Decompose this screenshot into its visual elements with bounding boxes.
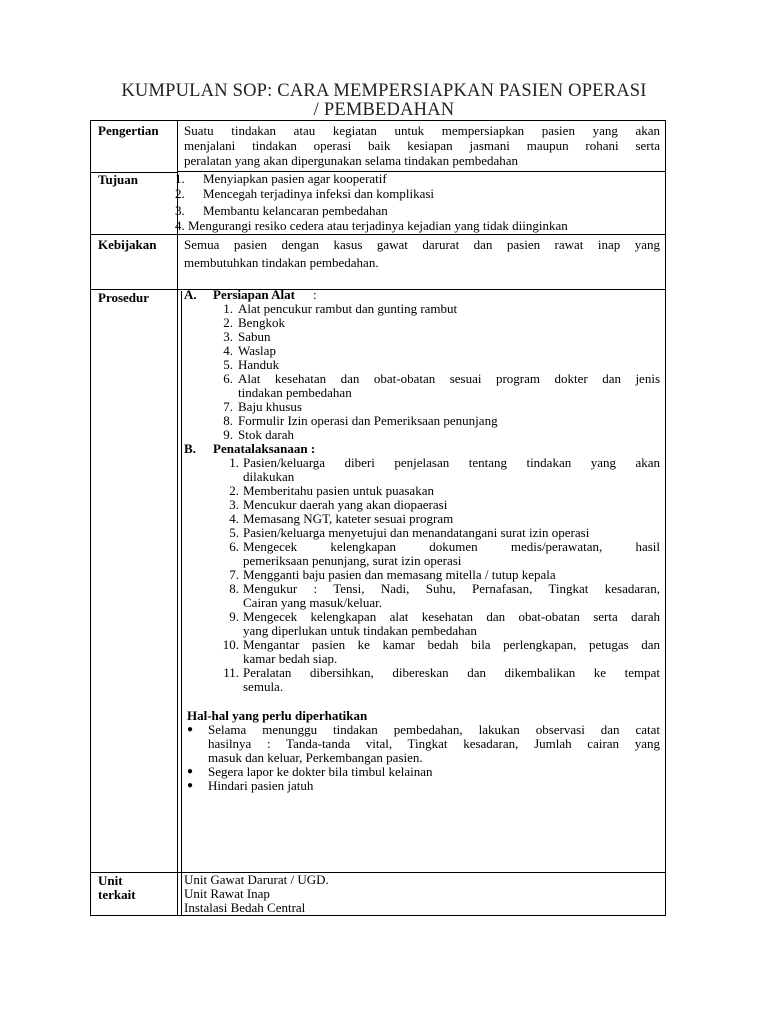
tujuan-num: 3.	[175, 203, 185, 218]
tujuan-text-2: Mencegah terjadinya infeksi dan komplikasi	[203, 186, 435, 201]
row-divider-kebijakan	[91, 289, 665, 290]
list-text: Mengecek kelengkapan alat kesehatan dan obat-obatan serta darah	[243, 609, 660, 624]
list-number: 4.	[229, 511, 239, 526]
notes-title: Hal-hal yang perlu diperhatikan	[187, 708, 368, 723]
pengertian-line-1: Suatu tindakan atau kegiatan untuk mempersiapkan pasien yang akan	[184, 123, 660, 138]
list-text: Memberitahu pasien untuk puasakan	[243, 483, 434, 498]
list-text: Alat pencukur rambut dan gunting rambut	[238, 301, 458, 316]
note-text: masuk dan keluar, Perkembangan pasien.	[208, 750, 423, 765]
pengertian-line-2: menjalani tindakan operasi baik kesiapan jasmani maupun rohani serta	[184, 138, 660, 153]
list-text: Mengantar pasien ke kamar bedah bila perlengkapan, petugas dan	[243, 637, 660, 652]
tujuan-item-3	[175, 204, 185, 218]
note-text: Segera lapor ke dokter bila timbul kelainan	[208, 764, 433, 779]
list-number: 6.	[223, 371, 233, 386]
list-text: Formulir Izin operasi dan Pemeriksaan penunjang	[238, 413, 498, 428]
list-text: Peralatan dibersihkan, dibereskan dan dikembalikan ke tempat	[243, 665, 660, 680]
tujuan-text-4: Mengurangi resiko cedera atau terjadinya kejadian yang tidak diinginkan	[188, 218, 568, 233]
list-number: 1.	[223, 301, 233, 316]
section-title: Persiapan Alat	[213, 287, 295, 302]
list-number: 2.	[229, 483, 239, 498]
list-text: Sabun	[238, 329, 271, 344]
title-line-1: KUMPULAN SOP: CARA MEMPERSIAPKAN PASIEN OPERASI	[121, 81, 647, 101]
list-number: 2.	[223, 315, 233, 330]
title-line-2: / PEMBEDAHAN	[313, 100, 455, 120]
list-text-continued: dilakukan	[243, 469, 295, 484]
list-number: 9.	[229, 609, 239, 624]
list-number: 6.	[229, 539, 239, 554]
label-pengertian: Pengertian	[98, 123, 159, 138]
list-number: 7.	[229, 567, 239, 582]
tujuan-num: 4.	[175, 218, 185, 233]
tujuan-num: 2.	[175, 186, 185, 201]
list-text-continued: tindakan pembedahan	[238, 385, 352, 400]
label-unit-line-2: terkait	[98, 887, 136, 902]
section-colon: :	[313, 287, 317, 302]
list-text-continued: Cairan yang masuk/keluar.	[243, 595, 382, 610]
list-number: 10.	[222, 637, 239, 652]
list-text: Bengkok	[238, 315, 285, 330]
tujuan-text-1: Menyiapkan pasien agar kooperatif	[203, 171, 387, 186]
tujuan-item-4	[175, 219, 568, 233]
column-divider	[177, 121, 178, 915]
label-kebijakan: Kebijakan	[98, 237, 157, 252]
column-divider-inner	[181, 291, 182, 915]
list-text: Mencukur daerah yang akan diopaerasi	[243, 497, 448, 512]
list-number: 9.	[223, 427, 233, 442]
list-text: Handuk	[238, 357, 280, 372]
list-number: 1.	[229, 455, 239, 470]
list-number: 3.	[223, 329, 233, 344]
section-marker: A.	[184, 287, 197, 302]
tujuan-text-3: Membantu kelancaran pembedahan	[203, 203, 388, 218]
row-divider-prosedur	[91, 872, 665, 873]
list-text: Alat kesehatan dan obat-obatan sesuai program dokter dan jenis	[238, 371, 660, 386]
note-text: Selama menunggu tindakan pembedahan, lakukan observasi dan catat	[208, 722, 660, 737]
note-text: hasilnya : Tanda-tanda vital, Tingkat kesadaran, Jumlah cairan yang	[208, 736, 660, 751]
unit-item: Instalasi Bedah Central	[184, 900, 306, 915]
unit-item: Unit Rawat Inap	[184, 886, 270, 901]
tujuan-num: 1.	[175, 171, 185, 186]
bullet-icon: ●	[187, 724, 194, 735]
note-text: Hindari pasien jatuh	[208, 778, 314, 793]
list-number: 11.	[223, 665, 239, 680]
kebijakan-line-1: Semua pasien dengan kasus gawat darurat dan pasien rawat inap yang	[184, 237, 660, 252]
list-number: 8.	[229, 581, 239, 596]
list-number: 3.	[229, 497, 239, 512]
document-title	[86, 82, 682, 120]
list-text: Memasang NGT, kateter sesuai program	[243, 511, 454, 526]
list-number: 7.	[223, 399, 233, 414]
list-text: Baju khusus	[238, 399, 302, 414]
list-text: Mengecek kelengkapan dokumen medis/perawatan, hasil	[243, 539, 660, 554]
list-text-continued: yang diperlukan untuk tindakan pembedahan	[243, 623, 477, 638]
unit-item: Unit Gawat Darurat / UGD.	[184, 872, 329, 887]
row-divider-tujuan	[91, 234, 665, 235]
label-unit-line-1: Unit	[98, 873, 123, 888]
list-text: Waslap	[238, 343, 276, 358]
section-marker: B.	[184, 441, 196, 456]
list-text: Pasien/keluarga diberi penjelasan tentang tindakan yang akan	[243, 455, 660, 470]
pengertian-text	[184, 123, 660, 153]
list-number: 8.	[223, 413, 233, 428]
list-text: Pasien/keluarga menyetujui dan menandatangani surat izin operasi	[243, 525, 590, 540]
pengertian-line-3: peralatan yang akan dipergunakan selama tindakan pembedahan	[184, 153, 519, 168]
section-title: Penatalaksanaan :	[213, 441, 316, 456]
bullet-icon: ●	[187, 766, 194, 777]
label-tujuan: Tujuan	[98, 172, 138, 187]
tujuan-item-2	[175, 187, 185, 201]
list-text-continued: semula.	[243, 679, 284, 694]
list-text: Stok darah	[238, 427, 294, 442]
list-number: 5.	[229, 525, 239, 540]
list-number: 4.	[223, 343, 233, 358]
unit-list	[184, 873, 329, 915]
list-number: 5.	[223, 357, 233, 372]
bullet-icon: ●	[187, 780, 194, 791]
list-text-continued: kamar bedah siap.	[243, 651, 338, 666]
list-text-continued: pemeriksaan penunjang, surat izin operasi	[243, 553, 462, 568]
list-text: Mengukur : Tensi, Nadi, Suhu, Pernafasan, Tingkat kesadaran,	[243, 581, 660, 596]
label-prosedur: Prosedur	[98, 290, 150, 305]
tujuan-item-1	[175, 172, 185, 186]
sop-table	[90, 120, 666, 916]
kebijakan-line-2: membutuhkan tindakan pembedahan.	[184, 255, 379, 270]
list-text: Mengganti baju pasien dan memasang mitella / tutup kepala	[243, 567, 556, 582]
